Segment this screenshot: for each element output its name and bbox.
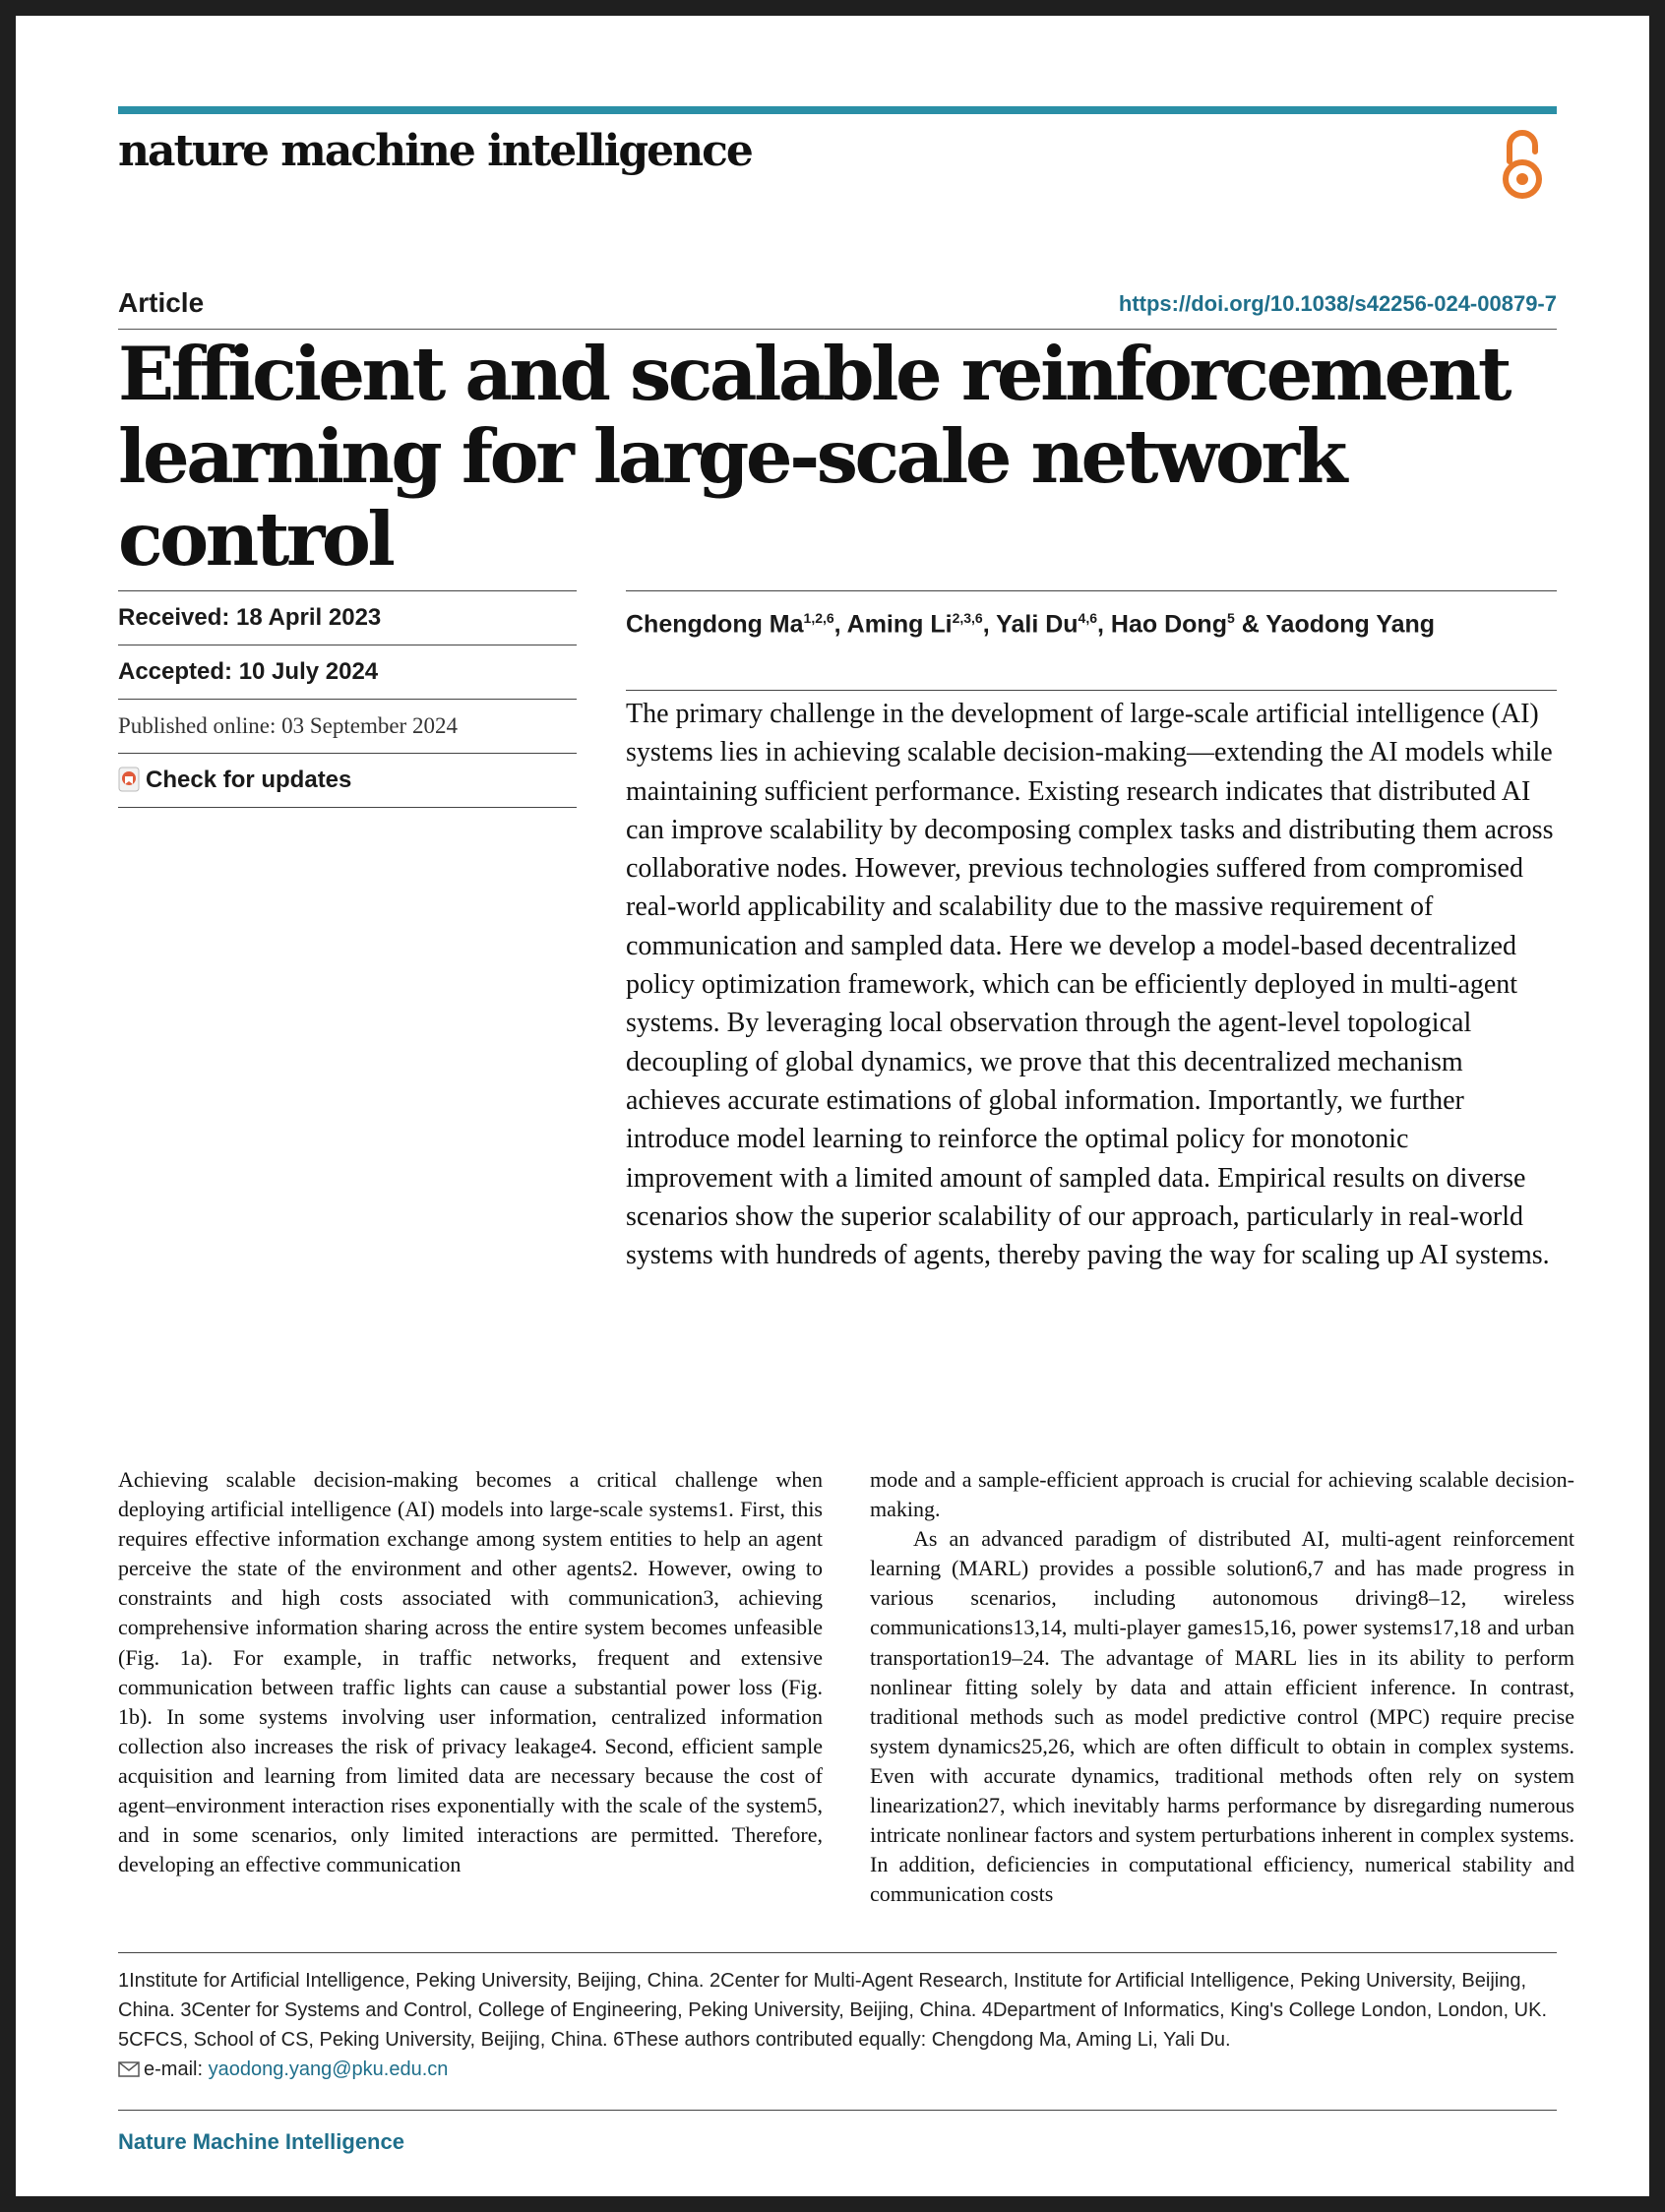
correspondence-email: [118, 2058, 448, 2081]
author-name[interactable]: Chengdong Ma: [626, 610, 804, 639]
author-name[interactable]: Yaodong Yang: [1265, 610, 1436, 639]
affiliation-marker: 1,2,6: [803, 610, 834, 626]
author-name[interactable]: Yali Du: [996, 610, 1079, 639]
open-access-icon: [1498, 124, 1547, 203]
body-paragraph: As an advanced paradigm of distributed AI, multi-agent reinforcement learning (MARL) provides a possible solution6,7 and has made progress in various scenarios, including autonomous driving8–12, wireless communications13,14, multi-player games15,16, power systems17,18 and urban transportation19–24. The advantage of MARL lies in its ability to perform nonlinear fitting solely by data and attain efficient inference. In contrast, traditional methods such as model predictive control (MPC) require precise system dynamics25,26, which are often difficult to obtain in complex systems. Even with accurate dynamics, traditional methods often rely on system linearization27, which inevitably harms performance by disregarding numerous intricate nonlinear factors and system perturbations inherent in complex systems. In addition, deficiencies in computational efficiency, numerical stability and communication costs: [870, 1526, 1574, 1907]
authors-divider: [626, 590, 1557, 591]
body-column-left: [118, 1465, 823, 1879]
check-for-updates-link[interactable]: [118, 754, 577, 807]
affiliations-footnote: 1Institute for Artificial Intelligence, Peking University, Beijing, China. 2Center for Multi-Agent Research, Institute for Artificial Intelligence, Peking University, Beijing, China. 3Center for Systems and Control, College of Engineering, Peking University, Beijing, China. 4Department of Informatics, King's College London, London, UK. 5CFCS, School of CS, Peking University, Beijing, China. 6These authors contributed equally: Chengdong Ma, Aming Li, Yali Du.: [118, 1970, 1548, 2051]
author-separator: ,: [982, 610, 997, 639]
check-updates-label: Check for updates: [146, 767, 352, 793]
email-label: e-mail:: [144, 2058, 209, 2080]
article-title: Efficient and scalable reinforcement learning for large-scale network control: [118, 331, 1510, 583]
body-paragraph: Achieving scalable decision-making becomes a critical challenge when deploying artificial intelligence (AI) models into large-scale systems1. First, this requires effective information exchange among system entities to help an agent perceive the state of the environment and other agents2. However, owing to constraints and high costs associated with communication3, achieving comprehensive information sharing across the entire system becomes unfeasible (Fig. 1a). For example, in traffic networks, frequent and extensive communication between traffic lights can cause a substantial power loss (Fig. 1b). In some systems involving user information, centralized information collection also increases the risk of privacy leakage4. Second, efficient sample acquisition and learning from limited data are necessary because the cost of agent–environment interaction rises exponentially with the scale of the system5, and in some scenarios, only limited interactions are permitted. Therefore, developing an effective communication: [118, 1467, 823, 1877]
author-name[interactable]: Hao Dong: [1110, 610, 1227, 639]
journal-accent-bar: [118, 106, 1557, 114]
paper-page: [16, 16, 1649, 2196]
received-date: Received: 18 April 2023: [118, 604, 382, 631]
author-name[interactable]: Aming Li: [846, 610, 953, 639]
author-separator: &: [1234, 610, 1266, 639]
body-paragraph: mode and a sample-efficient approach is crucial for achieving scalable decision-making.: [870, 1467, 1574, 1522]
check-updates-icon: [118, 767, 140, 792]
accepted-date: Accepted: 10 July 2024: [118, 658, 379, 685]
article-type-label: Article: [118, 287, 205, 318]
footnote-divider: [118, 1952, 1557, 1953]
affiliation-marker: 4,6: [1078, 610, 1098, 626]
mail-icon: [118, 2061, 140, 2077]
author-separator: ,: [833, 610, 847, 639]
doi-link[interactable]: https://doi.org/10.1038/s42256-024-00879-7: [1118, 291, 1557, 316]
article-dates: [118, 590, 577, 808]
journal-name: nature machine intelligence: [118, 126, 752, 176]
running-footer: Nature Machine Intelligence: [118, 2129, 404, 2154]
published-date: Published online: 03 September 2024: [118, 713, 458, 738]
footer-divider: [118, 2110, 1557, 2111]
author-list: [626, 602, 1557, 640]
body-column-right: [870, 1465, 1574, 1909]
abstract-divider: [626, 690, 1557, 691]
meta-divider: [118, 807, 577, 808]
author-separator: ,: [1097, 610, 1111, 639]
affiliation-marker: 5: [1226, 610, 1235, 626]
title-divider: [118, 329, 1557, 330]
affiliation-marker: 2,3,6: [952, 610, 983, 626]
abstract: The primary challenge in the development of large-scale artificial intelligence (AI) systems lies in achieving scalable decision-making—extending the AI models while maintaining sufficient performance. Existing research indicates that distributed AI can improve scalability by decomposing complex tasks and distributing them across collaborative nodes. However, previous technologies suffered from compromised real-world applicability and scalability due to the massive requirement of communication and sampled data. Here we develop a model-based decentralized policy optimization framework, which can be efficiently deployed in multi-agent systems. By leveraging local observation through the agent-level topological decoupling of global dynamics, we prove that this decentralized mechanism achieves accurate estimations of global information. Importantly, we further introduce model learning to reinforce the optimal policy for monotonic improvement with a limited amount of sampled data. Empirical results on diverse scenarios show the superior scalability of our approach, particularly in real-world systems with hundreds of agents, thereby paving the way for scaling up AI systems.: [626, 699, 1554, 1271]
email-link[interactable]: yaodong.yang@pku.edu.cn: [208, 2058, 449, 2080]
